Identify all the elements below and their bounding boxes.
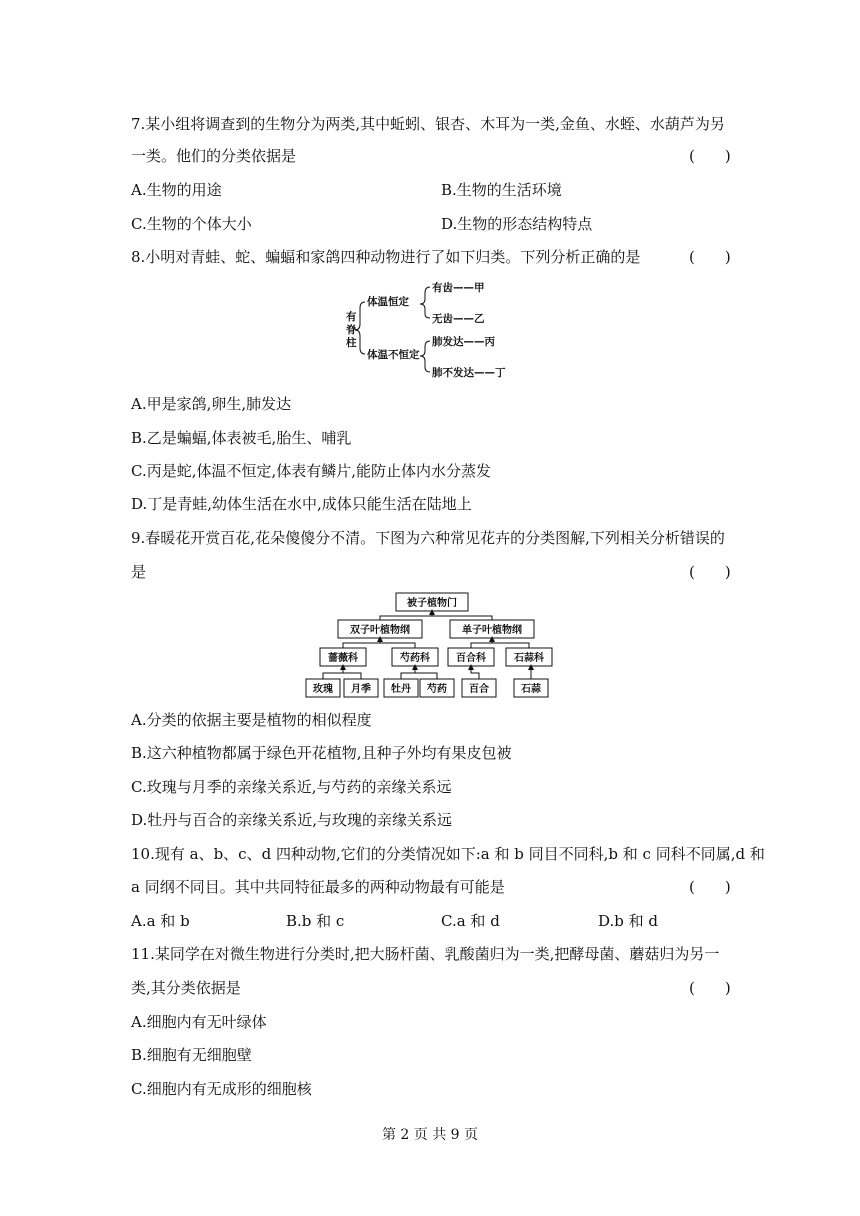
q11-option-c: C.细胞内有无成形的细胞核 [131, 1080, 312, 1098]
q9-label-rosaceae: 蔷薇科 [328, 653, 358, 664]
q8-leaf-ding: 肺不发达——丁 [432, 367, 506, 379]
q8-classification-diagram [340, 278, 540, 382]
q7-option-d: D.生物的形态结构特点 [441, 215, 593, 233]
q9-label-paeoniaceae: 芍药科 [400, 653, 430, 664]
q9-option-c: C.玫瑰与月季的亲缘关系近,与芍药的亲缘关系远 [131, 778, 452, 796]
q11-option-a: A.细胞内有无叶绿体 [131, 1013, 267, 1031]
q8-branch-constant-temp: 体温恒定 [367, 296, 409, 308]
q8-root-char3: 柱 [346, 337, 357, 349]
q9-label-rose: 玫瑰 [313, 684, 333, 695]
q9-label-amaryllidaceae: 石蒜科 [514, 653, 544, 664]
q9-label-liliaceae: 百合科 [456, 653, 486, 664]
q8-root-char2: 脊 [346, 324, 357, 336]
q9-label-dicot: 双子叶植物纲 [350, 625, 410, 636]
q8-leaf-bing: 肺发达——丙 [432, 336, 495, 348]
page-number-footer: 第 2 页 共 9 页 [381, 1127, 479, 1143]
q10-option-b: B.b 和 c [286, 912, 345, 930]
q10-stem-line1: 10.现有 a、b、c、d 四种动物,它们的分类情况如下:a 和 b 同目不同科,b 和 c 同科不同属,d 和 [131, 845, 765, 863]
q8-root-char1: 有 [346, 311, 357, 323]
q11-stem-line2: 类,其分类依据是 [131, 979, 241, 997]
q10-option-d: D.b 和 d [598, 912, 659, 930]
q7-option-b: B.生物的生活环境 [441, 181, 562, 199]
q10-option-c: C.a 和 d [441, 912, 500, 930]
q9-label-angiosperm: 被子植物门 [407, 598, 457, 609]
q9-label-monocot: 单子叶植物纲 [462, 625, 522, 636]
q7-stem-line1: 7.某小组将调查到的生物分为两类,其中蚯蚓、银杏、木耳为一类,金鱼、水蛭、水葫芦为另 [131, 115, 725, 133]
q8-leaf-yi: 无齿——乙 [432, 313, 485, 325]
q9-option-d: D.牡丹与百合的亲缘关系近,与玫瑰的亲缘关系远 [131, 811, 453, 829]
q8-option-b: B.乙是蝙蝠,体表被毛,胎生、哺乳 [131, 429, 352, 447]
q8-option-a: A.甲是家鸽,卵生,肺发达 [131, 395, 292, 413]
q9-label-tree-peony: 牡丹 [391, 684, 411, 695]
q8-option-d: D.丁是青蛙,幼体生活在水中,成体只能生活在陆地上 [131, 495, 472, 513]
q9-label-herbaceous-peony: 芍药 [427, 684, 447, 695]
q11-answer-blank: ( ) [689, 979, 731, 997]
q11-option-b: B.细胞有无细胞壁 [131, 1046, 252, 1064]
q9-label-spider-lily: 石蒜 [521, 684, 541, 695]
q9-label-china-rose: 月季 [351, 684, 371, 695]
q9-stem-line2: 是 [131, 563, 147, 581]
q9-plant-classification-diagram [300, 590, 560, 700]
q9-label-lily: 百合 [469, 684, 489, 695]
q9-option-b: B.这六种植物都属于绿色开花植物,且种子外均有果皮包被 [131, 744, 512, 762]
q8-answer-blank: ( ) [689, 248, 731, 266]
q10-option-a: A.a 和 b [131, 912, 190, 930]
q7-option-a: A.生物的用途 [131, 181, 222, 199]
q8-option-c: C.丙是蛇,体温不恒定,体表有鳞片,能防止体内水分蒸发 [131, 462, 492, 480]
q11-stem-line1: 11.某同学在对微生物进行分类时,把大肠杆菌、乳酸菌归为一类,把酵母菌、蘑菇归为另一 [131, 945, 720, 963]
q10-answer-blank: ( ) [689, 878, 731, 896]
q8-leaf-jia: 有齿——甲 [432, 282, 485, 294]
q10-stem-line2: a 同纲不同目。其中共同特征最多的两种动物最有可能是 [131, 878, 505, 896]
q9-option-a: A.分类的依据主要是植物的相似程度 [131, 711, 372, 729]
q9-answer-blank: ( ) [689, 563, 731, 581]
q8-stem-line1: 8.小明对青蛙、蛇、蝙蝠和家鸽四种动物进行了如下归类。下列分析正确的是 [131, 248, 641, 266]
q8-branch-variable-temp: 体温不恒定 [367, 349, 420, 361]
q7-option-c: C.生物的个体大小 [131, 215, 252, 233]
q9-stem-line1: 9.春暖花开赏百花,花朵傻傻分不清。下图为六种常见花卉的分类图解,下列相关分析错误的 [131, 529, 725, 547]
q7-stem-line2: 一类。他们的分类依据是 [131, 147, 297, 165]
q7-answer-blank: ( ) [689, 147, 731, 165]
